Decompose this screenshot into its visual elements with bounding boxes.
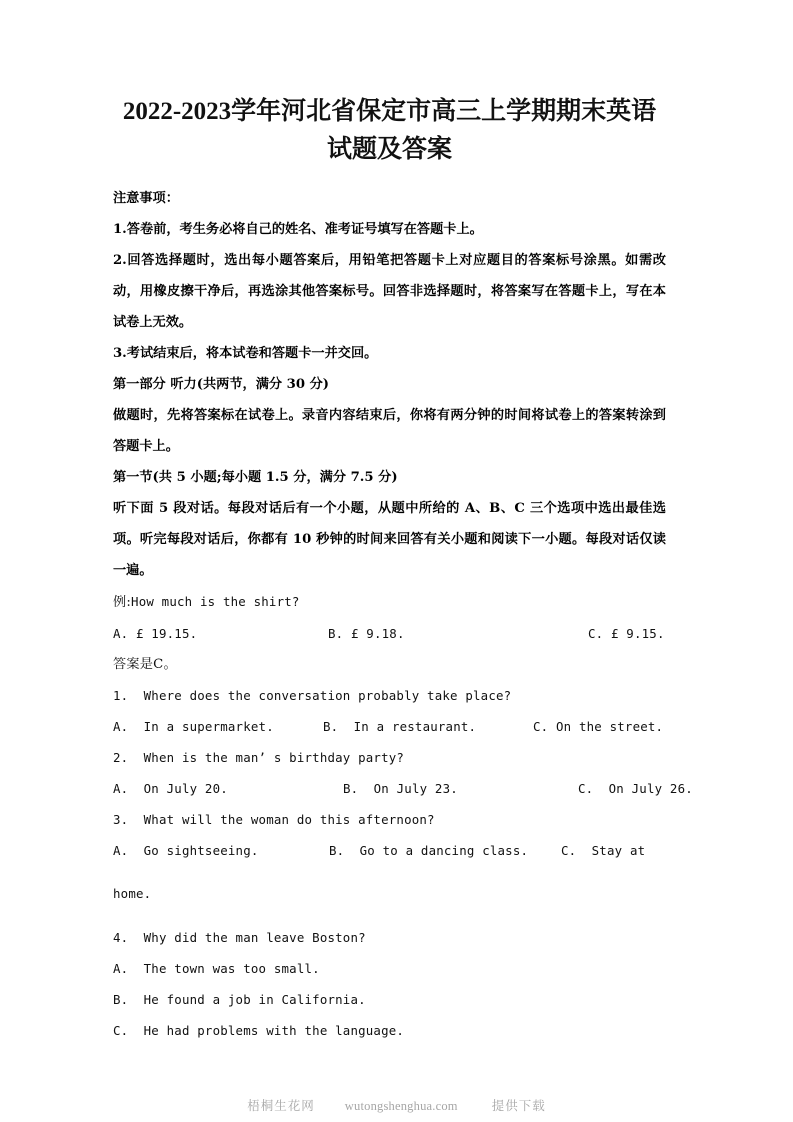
question-2-option-b[interactable]: B. On July 23. [343,781,458,796]
question-1-option-c[interactable]: C. On the street. [533,719,664,734]
notice-heading: 注意事项： [113,191,179,206]
question-options-row-3 [113,835,666,866]
document-content [113,93,693,1046]
notice-item-1: 1.答卷前，考生务必将自己的姓名、准考证号填写在答题卡上。 [113,222,483,237]
question-3-option-a[interactable]: A. Go sightseeing. [113,843,259,858]
part-one-instruction: 做题时，先将答案标在试卷上。录音内容结束后，你将有两分钟的时间将试卷上的答案转涂到答题卡上。 [113,408,666,454]
question-prompt-1: 1. Where does the conversation probably take place? [113,688,512,703]
question-1-option-b[interactable]: B. In a restaurant. [323,719,477,734]
footer-site-name: 梧桐生花网 [247,1098,315,1113]
question-block-1 [113,680,666,742]
notice-item-3: 3.考试结束后，将本试卷和答题卡一并交回。 [113,346,378,361]
example-answer: 答案是C。 [113,657,177,672]
notice-section [113,183,666,369]
question-options-row-1 [113,711,666,742]
part-one-heading: 第一部分 听力(共两节，满分 30 分) [113,377,330,392]
example-question [113,586,666,618]
question-block-4 [113,922,666,1046]
example-option-b[interactable]: B. £ 9.18. [328,626,405,641]
question-4-option-a[interactable]: A. The town was too small. [113,960,320,976]
example-options-row [113,618,666,649]
question-block-3 [113,804,666,909]
example-option-a[interactable]: A. £ 19.15. [113,626,198,641]
example-question-text: How much is the shirt? [131,594,300,609]
question-3-option-c[interactable]: C. Stay at [561,843,646,858]
question-2-option-c[interactable]: C. On July 26. [578,781,693,796]
question-prompt-2: 2. When is the man’ s birthday party? [113,750,405,765]
part-one-section [113,369,666,586]
footer-watermark [0,1096,793,1114]
question-4-option-c[interactable]: C. He had problems with the language. [113,1022,405,1038]
question-options-row-2 [113,773,693,804]
question-3-option-b[interactable]: B. Go to a dancing class. [329,843,529,858]
example-lead: 例: [113,595,132,610]
footer-url[interactable]: wutongshenghua.com [344,1099,458,1113]
question-1-option-a[interactable]: A. In a supermarket. [113,719,274,734]
question-2-option-a[interactable]: A. On July 20. [113,781,228,796]
page-title: 2022-2023学年河北省保定市高三上学期期末英语试题及答案 [122,98,657,163]
example-question-block [113,586,666,680]
question-4-option-b[interactable]: B. He found a job in California. [113,991,366,1007]
section-one-heading: 第一节(共 5 小题;每小题 1.5 分，满分 7.5 分) [113,470,398,485]
question-prompt-3: 3. What will the woman do this afternoon? [113,812,435,827]
question-block-2 [113,742,693,804]
example-option-c[interactable]: C. £ 9.15. [588,626,665,641]
question-prompt-4: 4. Why did the man leave Boston? [113,929,366,945]
footer-download-label: 提供下载 [491,1098,546,1113]
section-one-instruction: 听下面 5 段对话。每段对话后有一个小题，从题中所给的 A、B、C 三个选项中选出最佳选项。听完每段对话后，你都有 10 秒钟的时间来回答有关小题和阅读下一小题。每段对话仅读一遍。 [113,501,666,578]
notice-item-2: 2.回答选择题时，选出每小题答案后，用铅笔把答题卡上对应题目的答案标号涂黑。如需改动，用橡皮擦干净后，再选涂其他答案标号。回答非选择题时，将答案写在答题卡上，写在本试卷上无效。 [113,253,666,330]
question-3-option-c-continuation: home. [113,886,152,902]
